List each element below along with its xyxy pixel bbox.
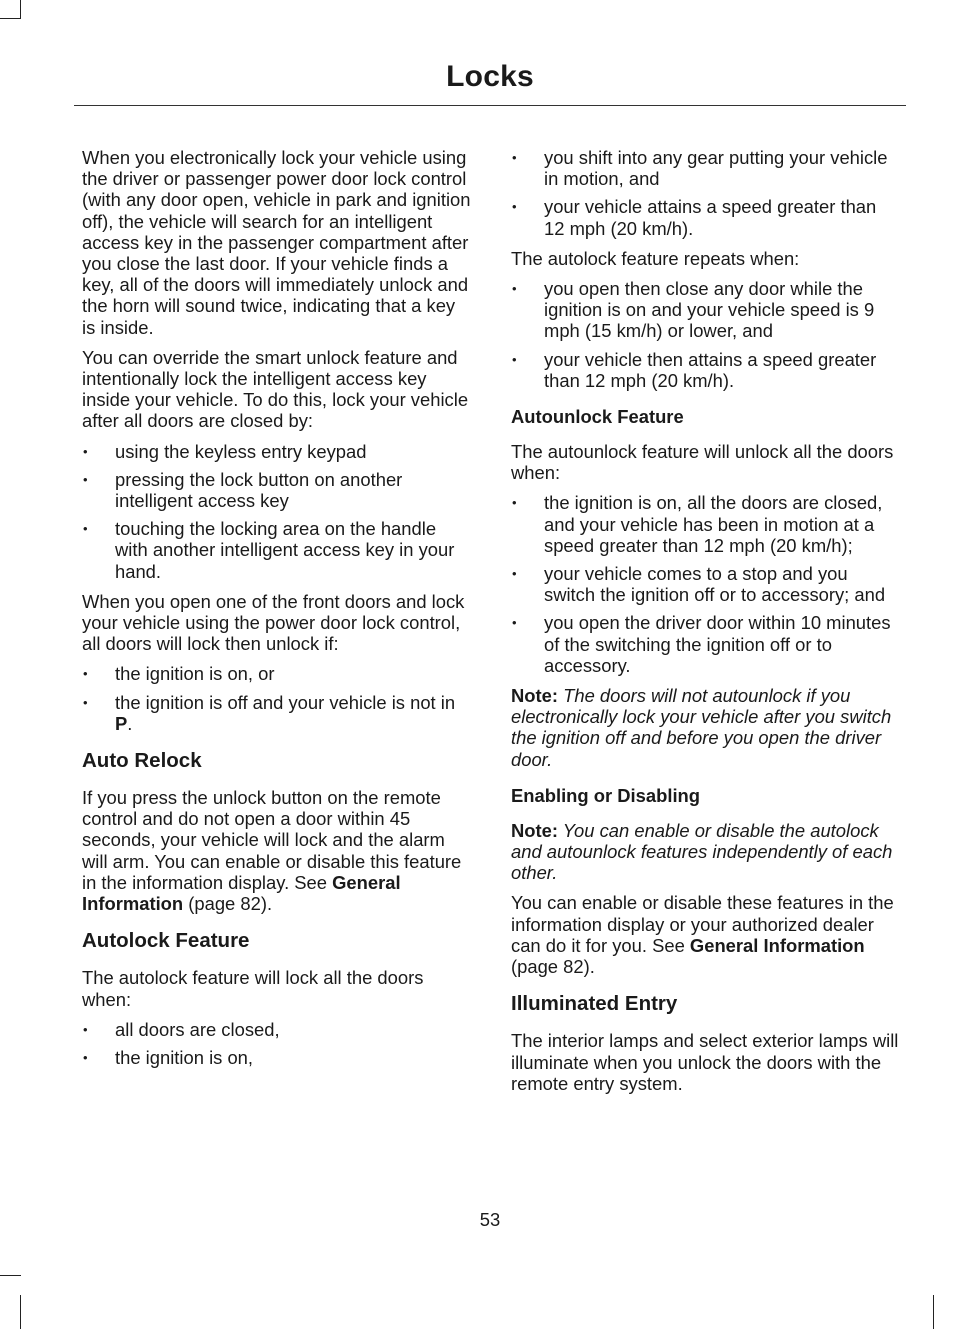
list-item: • the ignition is on, all the doors are closed, and your vehicle has been in motion at a speed greater than 12 mph (20 km/h); bbox=[511, 492, 901, 556]
list-item: • all doors are closed, bbox=[82, 1019, 472, 1040]
subsection-heading-autounlock: Autounlock Feature bbox=[511, 406, 684, 428]
list-item: • the ignition is on, or bbox=[82, 663, 472, 684]
list-item: • using the keyless entry keypad bbox=[82, 441, 472, 462]
list-item bbox=[82, 692, 472, 734]
note-text: The doors will not autounlock if you electronically lock your vehicle after you switch the ignition off and before you open the driver door. bbox=[511, 685, 892, 770]
paragraph: The autounlock feature will unlock all the doors when: bbox=[511, 441, 894, 484]
note bbox=[511, 820, 901, 884]
bullet-list bbox=[511, 492, 901, 676]
note-label: Note: bbox=[511, 819, 558, 841]
list-item-text: the ignition is off and your vehicle is not in bbox=[115, 691, 456, 713]
paragraph: You can override the smart unlock feature and intentionally lock the intelligent access key inside your vehicle. To do this, lock your vehicle after all doors are closed by: bbox=[82, 346, 469, 432]
list-item: • your vehicle attains a speed greater than 12 mph (20 km/h). bbox=[511, 196, 901, 238]
crop-mark bbox=[0, 1275, 21, 1276]
bullet-list bbox=[511, 147, 901, 239]
left-column bbox=[82, 147, 472, 1077]
list-item: • your vehicle comes to a stop and you switch the ignition off or to accessory; and bbox=[511, 563, 901, 605]
paragraph: When you electronically lock your vehicle using the driver or passenger power door lock control (with any door open, vehicle in park and ignition off), the vehicle will search for an intelligent access key in the passenger compartment after you close the last door. If your vehicle finds a key, all of the doors will immediately unlock and the horn will sound twice, indicating that a key is inside. bbox=[82, 147, 471, 338]
list-item: • the ignition is on, bbox=[82, 1047, 472, 1068]
crop-mark bbox=[933, 1295, 934, 1329]
crop-mark bbox=[20, 1295, 21, 1329]
list-item-end: . bbox=[127, 712, 133, 734]
paragraph-text: If you press the unlock button on the remote control and do not open a door within 45 seconds, your vehicle will lock and the alarm will arm. You can enable or disable this feature in the information display. See bbox=[82, 787, 462, 893]
page-reference: (page 82). bbox=[183, 893, 273, 915]
note-label: Note: bbox=[511, 685, 558, 707]
bullet-list bbox=[82, 663, 472, 734]
paragraph: The interior lamps and select exterior lamps will illuminate when you unlock the doors with the remote entry system. bbox=[511, 1030, 899, 1094]
section-heading-illuminated-entry: Illuminated Entry bbox=[511, 992, 678, 1016]
cross-reference: General Information bbox=[689, 934, 865, 956]
list-item: • you open then close any door while the ignition is on and your vehicle speed is 9 mph (15 km/h) or lower, and bbox=[511, 278, 901, 342]
right-column bbox=[511, 147, 901, 1103]
list-item: • you shift into any gear putting your vehicle in motion, and bbox=[511, 147, 901, 189]
section-heading-autolock: Autolock Feature bbox=[82, 929, 250, 953]
list-item: • touching the locking area on the handle with another intelligent access key in your hand. bbox=[82, 518, 472, 582]
page-title: Locks bbox=[446, 60, 534, 93]
list-item: • your vehicle then attains a speed greater than 12 mph (20 km/h). bbox=[511, 349, 901, 391]
crop-mark bbox=[20, 0, 21, 18]
paragraph bbox=[511, 892, 901, 977]
bullet-list bbox=[82, 441, 472, 582]
page-number: 53 bbox=[479, 1209, 501, 1230]
cross-reference: General Information bbox=[82, 871, 401, 915]
gear-position-p: P bbox=[115, 712, 128, 734]
bullet-list bbox=[511, 278, 901, 391]
note-text: You can enable or disable the autolock and autounlock features independently of each other. bbox=[511, 819, 893, 884]
paragraph: When you open one of the front doors and lock your vehicle using the power door lock control, all doors will lock then unlock if: bbox=[82, 590, 465, 655]
note bbox=[511, 685, 901, 770]
page-reference: (page 82). bbox=[511, 956, 595, 978]
list-item: • pressing the lock button on another intelligent access key bbox=[82, 469, 472, 511]
paragraph bbox=[82, 787, 472, 914]
paragraph-text: You can enable or disable these features in the information display or your authorized dealer can do it for you. See bbox=[511, 892, 894, 956]
title-divider bbox=[74, 105, 906, 106]
crop-mark bbox=[0, 18, 21, 19]
subsection-heading-enabling: Enabling or Disabling bbox=[511, 784, 701, 806]
paragraph: The autolock feature repeats when: bbox=[511, 247, 800, 269]
list-item: • you open the driver door within 10 minutes of the switching the ignition off or to accessory. bbox=[511, 612, 901, 676]
section-heading-auto-relock: Auto Relock bbox=[82, 749, 202, 773]
bullet-list bbox=[82, 1019, 472, 1068]
paragraph: The autolock feature will lock all the doors when: bbox=[82, 967, 424, 1010]
